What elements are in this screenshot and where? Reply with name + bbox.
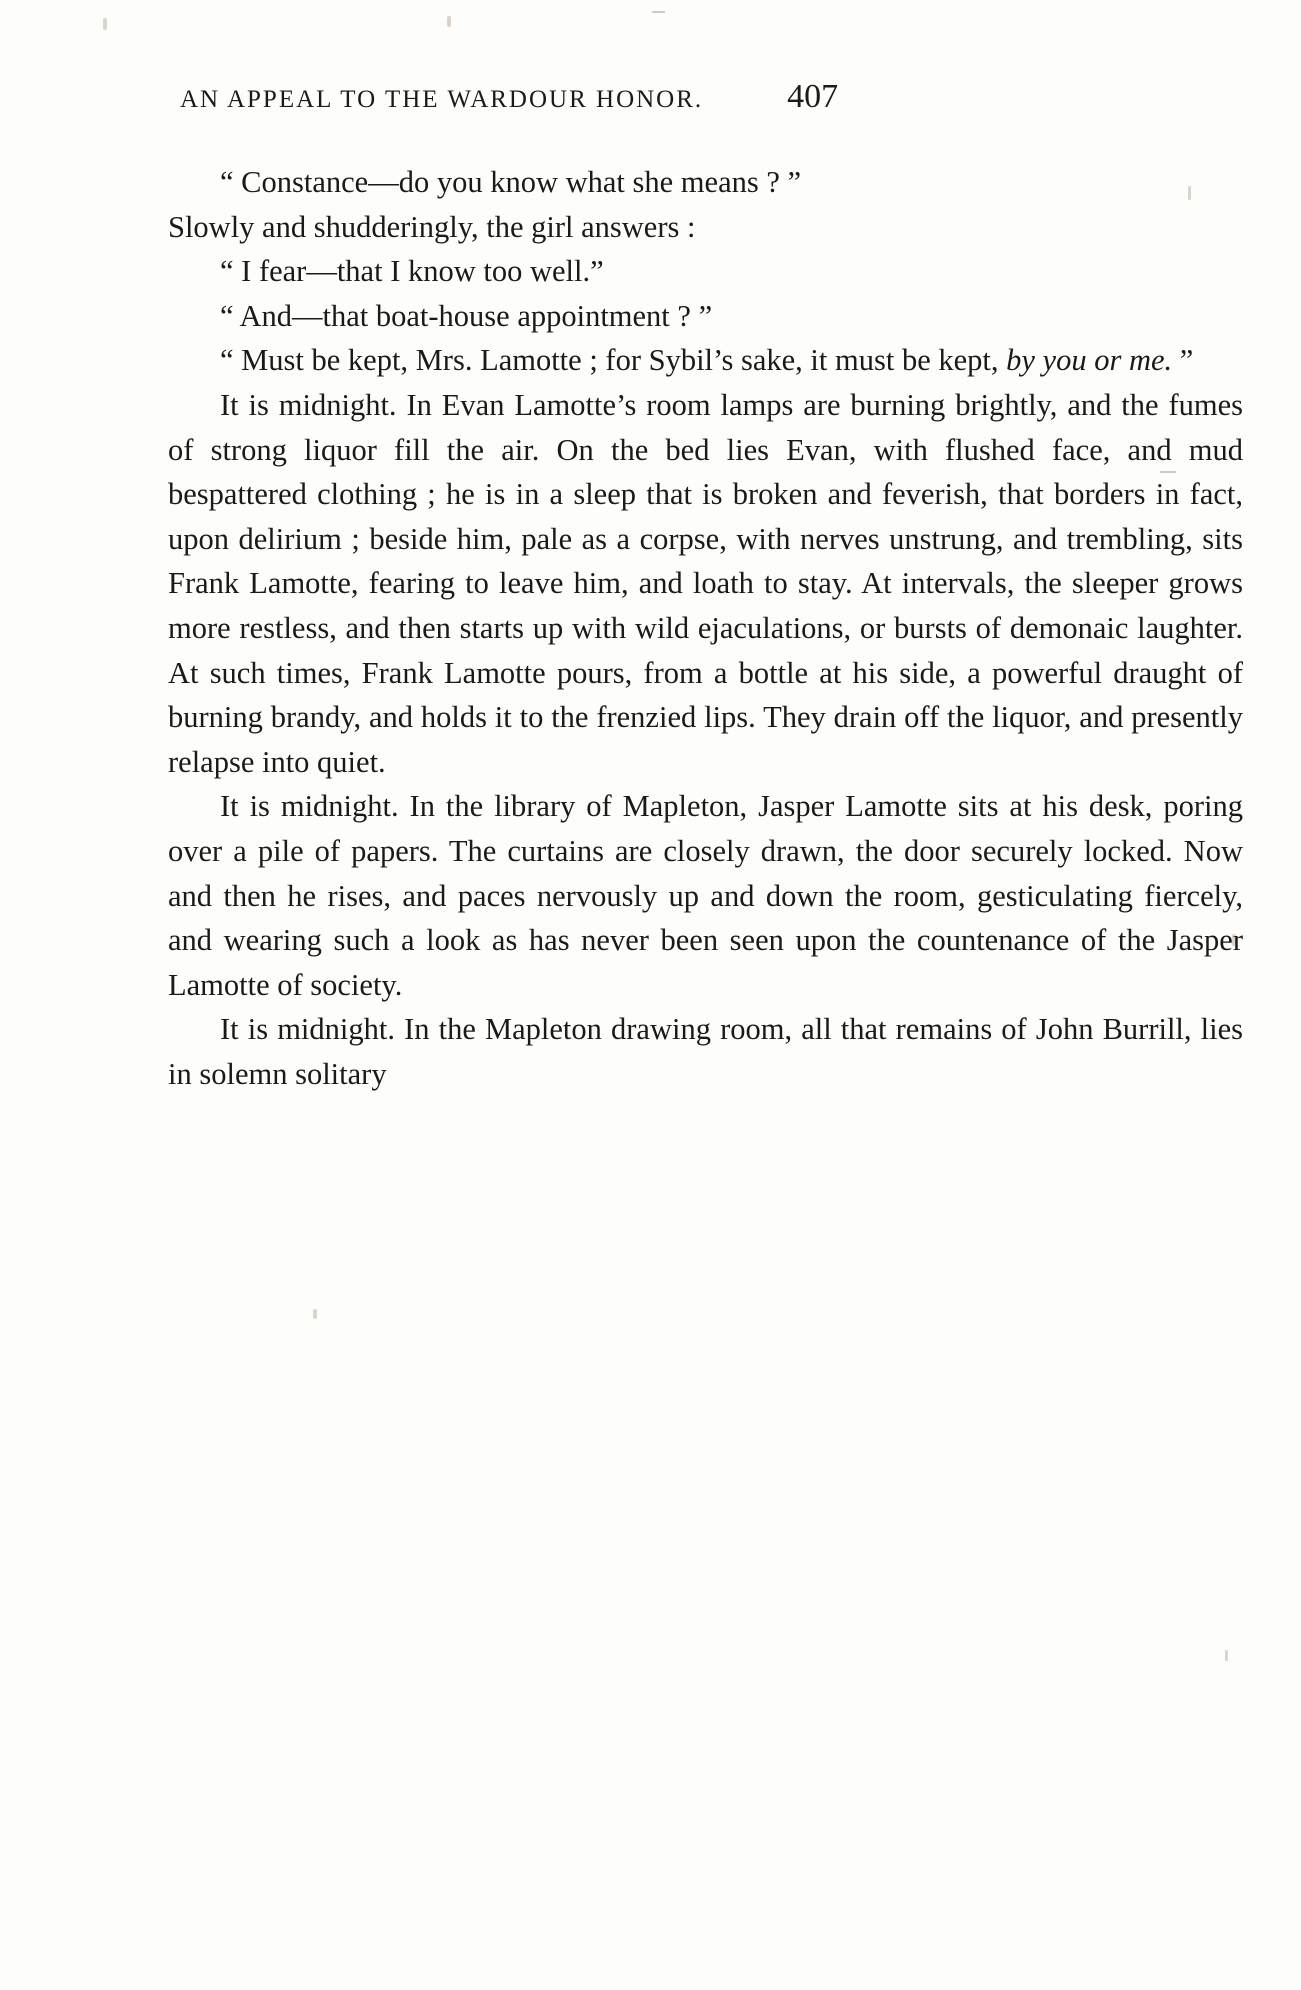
paragraph-line-slowly: Slowly and shudderingly, the girl answers : [168, 209, 696, 244]
scan-speckle [103, 18, 107, 30]
page-number: 407 [787, 78, 839, 115]
paragraph-library: It is midnight. In the library of Mapleton, Jasper Lamotte sits at his desk, poring over a pile of papers. The curtains are closely drawn, the door securely locked. Now and then he rises, and paces nervously up and down the room, gesticulating fiercely, and wearing such a look as has never been seen upon the countenance of the Jasper Lamotte of society. [168, 789, 1243, 1002]
scan-speckle [313, 1309, 317, 1319]
paragraph-drawing-room: It is midnight. In the Mapleton drawing room, all that remains of John Burrill, lies in solemn solitary [168, 1012, 1243, 1091]
paragraph-text-after-italic: ” [1172, 343, 1194, 378]
body-text [168, 160, 1243, 1096]
paragraph-must-be-kept [168, 338, 1243, 383]
running-head [168, 78, 1243, 116]
paragraph-line-constance: “ Constance—do you know what she means ? ” [220, 165, 802, 199]
running-head-title: AN APPEAL TO THE WARDOUR HONOR. [180, 86, 704, 113]
scan-edge-mark [652, 11, 665, 13]
paragraph-line-andthat: “ And—that boat-house appointment ? ” [220, 298, 713, 333]
page-content [168, 78, 1243, 1096]
paragraph-italic-phrase: by you or me. [1006, 343, 1173, 378]
scan-speckle [447, 16, 451, 27]
paragraph-evan-room: It is midnight. In Evan Lamotte’s room lamps are burning brightly, and the fumes of strong liquor fill the air. On the bed lies Evan, with flushed face, and mud bespattered clothing ; he is in a sleep that is broken and feverish, that borders in fact, upon delirium ; beside him, pale as a corpse, with nerves unstrung, and trembling, sits Frank Lamotte, fearing to leave him, and loath to stay. At intervals, the sleeper grows more restless, and then starts up with wild ejaculations, or bursts of demonaic laughter. At such times, Frank Lamotte pours, from a bottle at his side, a powerful draught of burning brandy, and holds it to the frenzied lips. They drain off the liquor, and presently relapse into quiet. [168, 387, 1243, 779]
paragraph-text-before-italic: “ Must be kept, Mrs. Lamotte ; for Sybil’s sake, it must be kept, [220, 343, 1007, 378]
scan-speckle [1225, 1650, 1228, 1661]
paragraph-line-ifear: “ I fear—that I know too well.” [220, 254, 604, 289]
